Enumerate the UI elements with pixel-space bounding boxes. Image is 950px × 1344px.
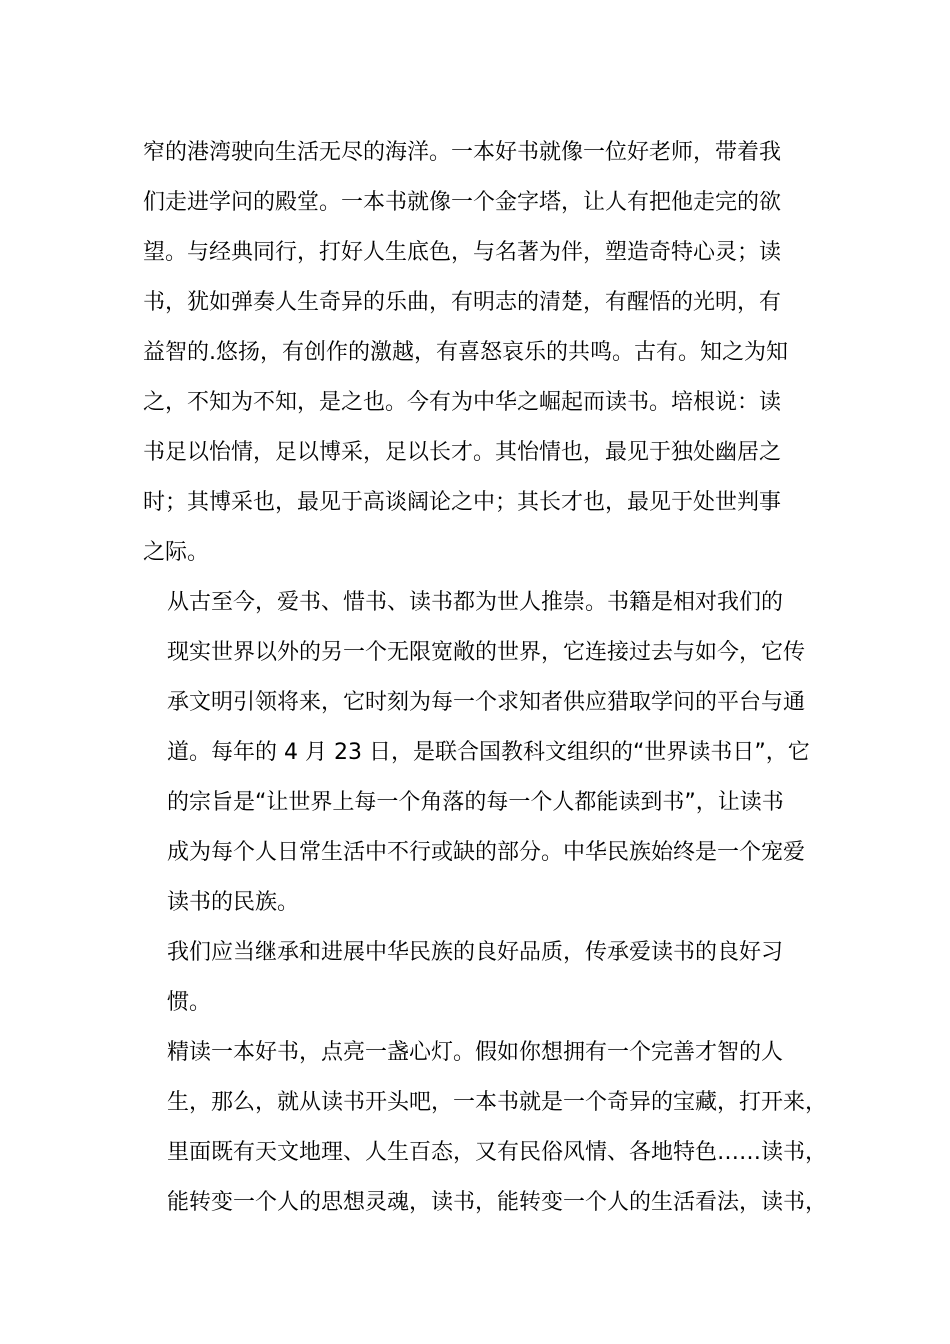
text-line: 窄的港湾驶向生活无尽的海洋。一本好书就像一位好老师，带着我 — [143, 140, 782, 165]
text-line: 能转变一个人的思想灵魂，读书，能转变一个人的生活看法，读书， — [167, 1190, 828, 1215]
text-line: 们走进学问的殿堂。一本书就像一个金字塔，让人有把他走完的欲 — [143, 190, 782, 215]
text-line: 惯。 — [167, 990, 212, 1015]
paragraph-3 — [143, 928, 823, 1028]
text-line: 书足以怡情，足以博采，足以长才。其怡情也，最见于独处幽居之 — [143, 440, 782, 465]
text-line: 时；其博采也，最见于高谈阔论之中；其长才也，最见于处世判事 — [143, 490, 782, 515]
text-line: 益智的.悠扬，有创作的激越，有喜怒哀乐的共鸣。古有。知之为知 — [143, 340, 788, 365]
text-line: 的宗旨是“让世界上每一个角落的每一个人都能读到书”，让读书 — [167, 790, 784, 815]
text-line: 之际。 — [143, 540, 210, 565]
paragraph-2 — [143, 578, 823, 928]
text-line: 里面既有天文地理、人生百态，又有民俗风情、各地特色……读书， — [167, 1140, 828, 1165]
text-line: 之，不知为不知，是之也。今有为中华之崛起而读书。培根说：读 — [143, 390, 782, 415]
text-line: 承文明引领将来，它时刻为每一个求知者供应猎取学问的平台与通 — [167, 690, 806, 715]
text-line: 我们应当继承和进展中华民族的良好品质，传承爱读书的良好习 — [167, 940, 784, 965]
text-line: 生，那么，就从读书开头吧，一本书就是一个奇异的宝藏，打开来， — [167, 1090, 828, 1115]
text-line: 望。与经典同行，打好人生底色，与名著为伴，塑造奇特心灵；读 — [143, 240, 782, 265]
text-line: 读书的民族。 — [167, 890, 300, 915]
paragraph-4 — [143, 1028, 828, 1228]
text-line: 现实世界以外的另一个无限宽敞的世界，它连接过去与如今，它传 — [167, 640, 806, 665]
document-body — [143, 128, 828, 1228]
text-line: 精读一本好书，点亮一盏心灯。假如你想拥有一个完善才智的人 — [167, 1040, 784, 1065]
text-line: 道。每年的 4 月 23 日，是联合国教科文组织的“世界读书日”，它 — [167, 740, 810, 765]
text-line: 成为每个人日常生活中不行或缺的部分。中华民族始终是一个宠爱 — [167, 840, 806, 865]
paragraph-1 — [143, 128, 823, 578]
text-line: 书，犹如弹奏人生奇异的乐曲，有明志的清楚，有醒悟的光明，有 — [143, 290, 782, 315]
text-line: 从古至今，爱书、惜书、读书都为世人推崇。书籍是相对我们的 — [167, 590, 784, 615]
